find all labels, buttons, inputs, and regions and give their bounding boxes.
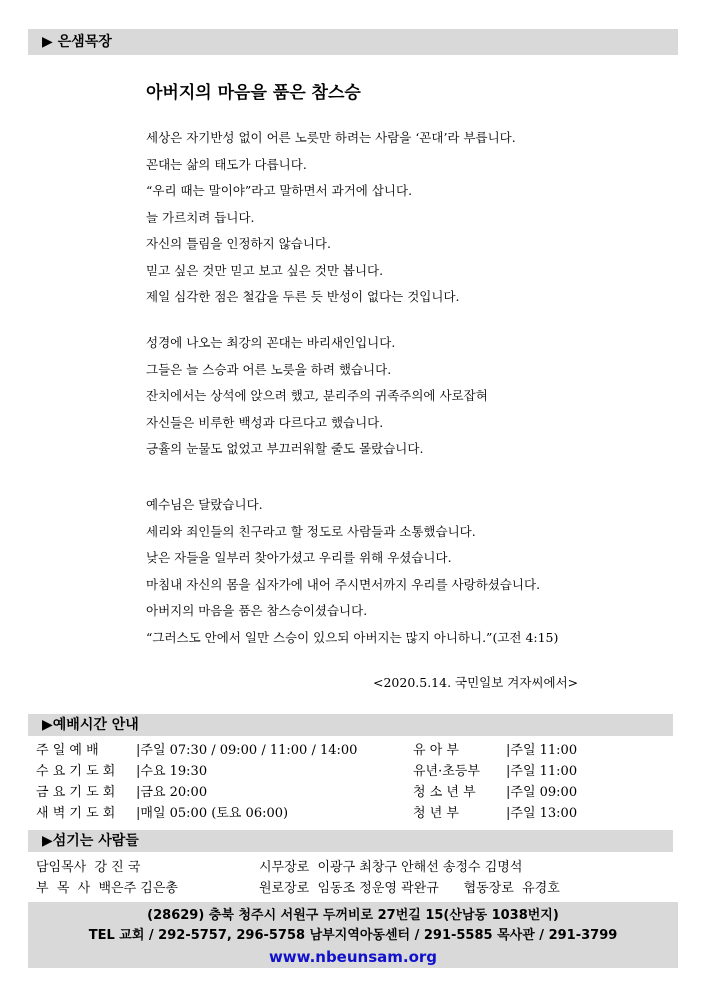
paragraph-2 [146, 330, 488, 463]
worship-schedule-right [413, 740, 577, 824]
staff-list-right [259, 857, 560, 899]
schedule-label: 수 요 기 도 회 [36, 764, 116, 779]
worship-schedule-left [36, 740, 357, 824]
phone-numbers: TEL 교회 / 292-5757, 296-5758 남부지역아동센터 / 291-5585 목사관 / 291-3799 [88, 928, 618, 943]
schedule-label: 금 요 기 도 회 [36, 785, 116, 800]
schedule-row [413, 782, 577, 803]
paragraph-3 [146, 492, 558, 651]
text-line: 꼰대는 삶의 태도가 다릅니다. [146, 156, 307, 172]
schedule-label: 새 벽 기 도 회 [36, 806, 116, 821]
staff-header: ▶섬기는 사람들 [28, 830, 673, 852]
text-line: 세리와 죄인들의 친구라고 할 정도로 사람들과 소통했습니다. [146, 523, 476, 539]
text-line: 자신들은 비루한 백성과 다르다고 했습니다. [146, 414, 384, 430]
text-line: 제일 심각한 점은 철갑을 두른 듯 반성이 없다는 것입니다. [146, 289, 460, 304]
schedule-row [36, 782, 357, 803]
text-line: 마침내 자신의 몸을 십자가에 내어 주시면서까지 우리를 사랑하셨습니다. [146, 576, 541, 592]
schedule-time: |주일 11:00 [506, 743, 578, 758]
schedule-label: 청 년 부 [413, 806, 459, 821]
schedule-time: |주일 11:00 [506, 764, 578, 779]
address: (28629) 충북 청주시 서원구 두꺼비로 27번길 15(산남동 1038번지) [147, 908, 559, 923]
staff-list-left [36, 857, 178, 899]
schedule-time: |금요 20:00 [136, 785, 208, 800]
section-header: ▶ 은샘목장 [28, 29, 678, 55]
text-line: 아버지의 마음을 품은 참스승이셨습니다. [146, 603, 368, 618]
schedule-row [413, 803, 577, 824]
staff-row: 원로장로 임동조 정운영 곽완규 협동장로 유경호 [259, 881, 560, 896]
schedule-label: 청 소 년 부 [413, 785, 476, 800]
schedule-time: |매일 05:00 (토요 06:00) [136, 806, 289, 821]
article-source: <2020.5.14. 국민일보 겨자씨에서> [373, 675, 579, 690]
schedule-time: |주일 07:30 / 09:00 / 11:00 / 14:00 [136, 743, 358, 758]
church-footer [28, 902, 678, 968]
schedule-time: |주일 09:00 [506, 785, 578, 800]
schedule-row [413, 740, 577, 761]
schedule-row [36, 740, 357, 761]
text-line: 잔치에서는 상석에 앉으려 했고, 분리주의 귀족주의에 사로잡혀 [146, 388, 488, 403]
text-line: 낮은 자들을 일부러 찾아가셨고 우리를 위해 우셨습니다. [146, 550, 452, 565]
paragraph-1 [146, 125, 516, 311]
article-title: 아버지의 마음을 품은 참스승 [146, 83, 361, 103]
schedule-label: 유 아 부 [413, 743, 459, 758]
schedule-label: 주 일 예 배 [36, 743, 99, 758]
schedule-label: 유년·초등부 [413, 764, 480, 779]
text-line: “우리 때는 말이야”라고 말하면서 과거에 삽니다. [146, 183, 413, 198]
text-line: 그들은 늘 스승과 어른 노릇을 하려 했습니다. [146, 361, 392, 377]
schedule-row [36, 761, 357, 782]
schedule-time: |수요 19:30 [136, 764, 208, 779]
text-line: 세상은 자기반성 없이 어른 노릇만 하려는 사람을 ‘꼰대’라 부릅니다. [146, 130, 516, 145]
text-line: 긍휼의 눈물도 없었고 부끄러워할 줄도 몰랐습니다. [146, 441, 424, 456]
schedule-row [413, 761, 577, 782]
staff-row: 담임목사 강 진 국 [36, 860, 141, 875]
schedule-row [36, 803, 357, 824]
schedule-time: |주일 13:00 [506, 806, 578, 821]
worship-header: ▶예배시간 안내 [28, 714, 673, 736]
text-line: 예수님은 달랐습니다. [146, 497, 263, 512]
text-line: 늘 가르치려 듭니다. [146, 209, 255, 225]
text-line: “그러스도 안에서 일만 스승이 있으되 아버지는 많지 아니하니.”(고전 4:15) [146, 629, 559, 645]
text-line: 자신의 틀림을 인정하지 않습니다. [146, 236, 331, 251]
staff-row: 부 목 사 백은주 김은총 [36, 881, 178, 896]
text-line: 성경에 나오는 최강의 꼰대는 바리새인입니다. [146, 335, 396, 350]
text-line: 믿고 싶은 것만 믿고 보고 싶은 것만 봅니다. [146, 262, 384, 278]
staff-row: 시무장로 이광구 최창구 안해선 송정수 김명석 [259, 860, 523, 875]
website-link[interactable]: www.nbeunsam.org [268, 948, 438, 966]
